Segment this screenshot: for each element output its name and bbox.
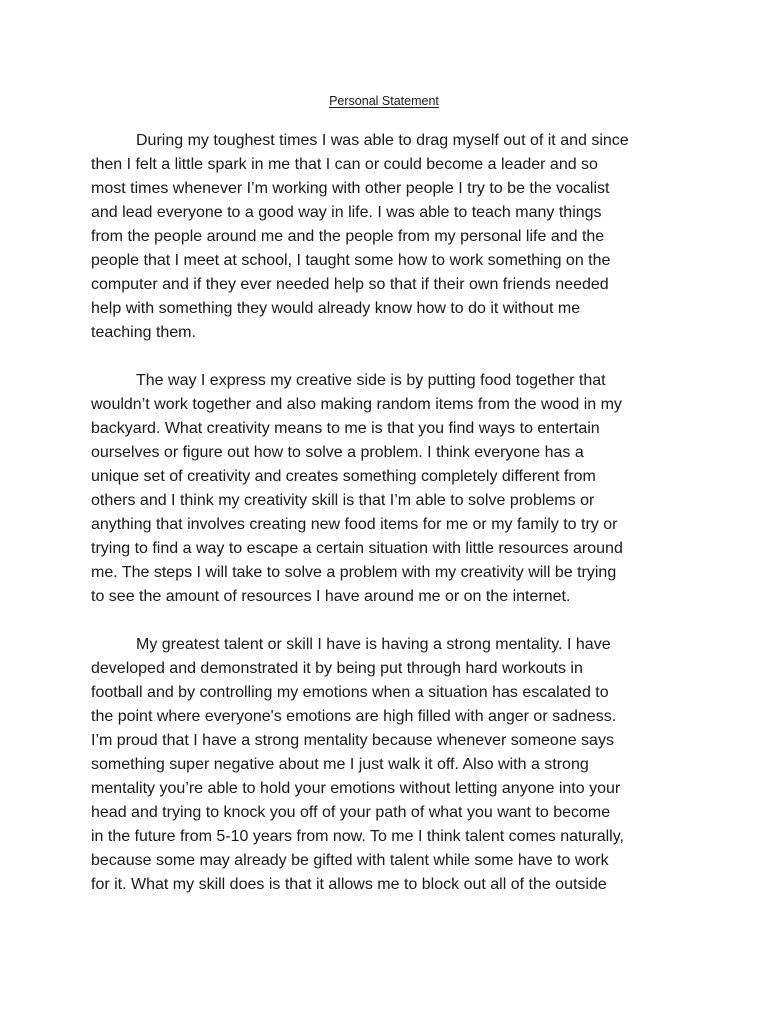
paragraph-line: in the future from 5-10 years from now. To me I think talent comes naturally, (91, 828, 624, 845)
paragraph-line: mentality you’re able to hold your emotions without letting anyone into your (91, 780, 621, 797)
paragraph-line: help with something they would already know how to do it without me (91, 300, 581, 317)
paragraph-line: for it. What my skill does is that it allows me to block out all of the outside (91, 876, 607, 893)
paragraph-line: computer and if they ever needed help so that if their own friends needed (91, 276, 609, 293)
paragraph-line: wouldn’t work together and also making random items from the wood in my (91, 396, 622, 413)
paragraph-line: the point where everyone's emotions are high filled with anger or sadness. (91, 708, 617, 725)
paragraph-gap (91, 345, 691, 369)
paragraph-line: ourselves or figure out how to solve a problem. I think everyone has a (91, 444, 584, 461)
paragraph-line: trying to find a way to escape a certain situation with little resources around (91, 540, 623, 557)
paragraph-line: and lead everyone to a good way in life. I was able to teach many things (91, 204, 602, 221)
paragraph-line: unique set of creativity and creates something completely different from (91, 468, 596, 485)
paragraph-line: most times whenever I’m working with other people I try to be the vocalist (91, 180, 610, 197)
paragraph (91, 129, 691, 345)
paragraph-line: football and by controlling my emotions when a situation has escalated to (91, 684, 609, 701)
document-title: Personal Statement (329, 94, 439, 108)
paragraph-gap (91, 609, 691, 633)
paragraph-line: teaching them. (91, 324, 196, 341)
paragraph-line: anything that involves creating new food items for me or my family to try or (91, 516, 618, 533)
paragraph-line: backyard. What creativity means to me is that you find ways to entertain (91, 420, 600, 437)
paragraph-line: During my toughest times I was able to drag myself out of it and since (136, 132, 629, 149)
paragraph-line: others and I think my creativity skill is that I’m able to solve problems or (91, 492, 595, 509)
paragraph-line: people that I meet at school, I taught some how to work something on the (91, 252, 611, 269)
paragraph-line: from the people around me and the people from my personal life and the (91, 228, 605, 245)
paragraph-line: me. The steps I will take to solve a problem with my creativity will be trying (91, 564, 617, 581)
paragraph-line: to see the amount of resources I have around me or on the internet. (91, 588, 571, 605)
paragraph-line: something super negative about me I just walk it off. Also with a strong (91, 756, 589, 773)
paragraph-line: because some may already be gifted with talent while some have to work (91, 852, 609, 869)
paragraph (91, 633, 691, 897)
paragraph-line: then I felt a little spark in me that I can or could become a leader and so (91, 156, 598, 173)
paragraph-line: head and trying to knock you off of your path of what you want to become (91, 804, 611, 821)
paragraph-line: developed and demonstrated it by being put through hard workouts in (91, 660, 583, 677)
paragraph (91, 369, 691, 609)
paragraph-line: My greatest talent or skill I have is having a strong mentality. I have (136, 636, 611, 653)
document-body (91, 129, 691, 897)
paragraph-line: The way I express my creative side is by putting food together that (136, 372, 606, 389)
paragraph-line: I’m proud that I have a strong mentality because whenever someone says (91, 732, 614, 749)
